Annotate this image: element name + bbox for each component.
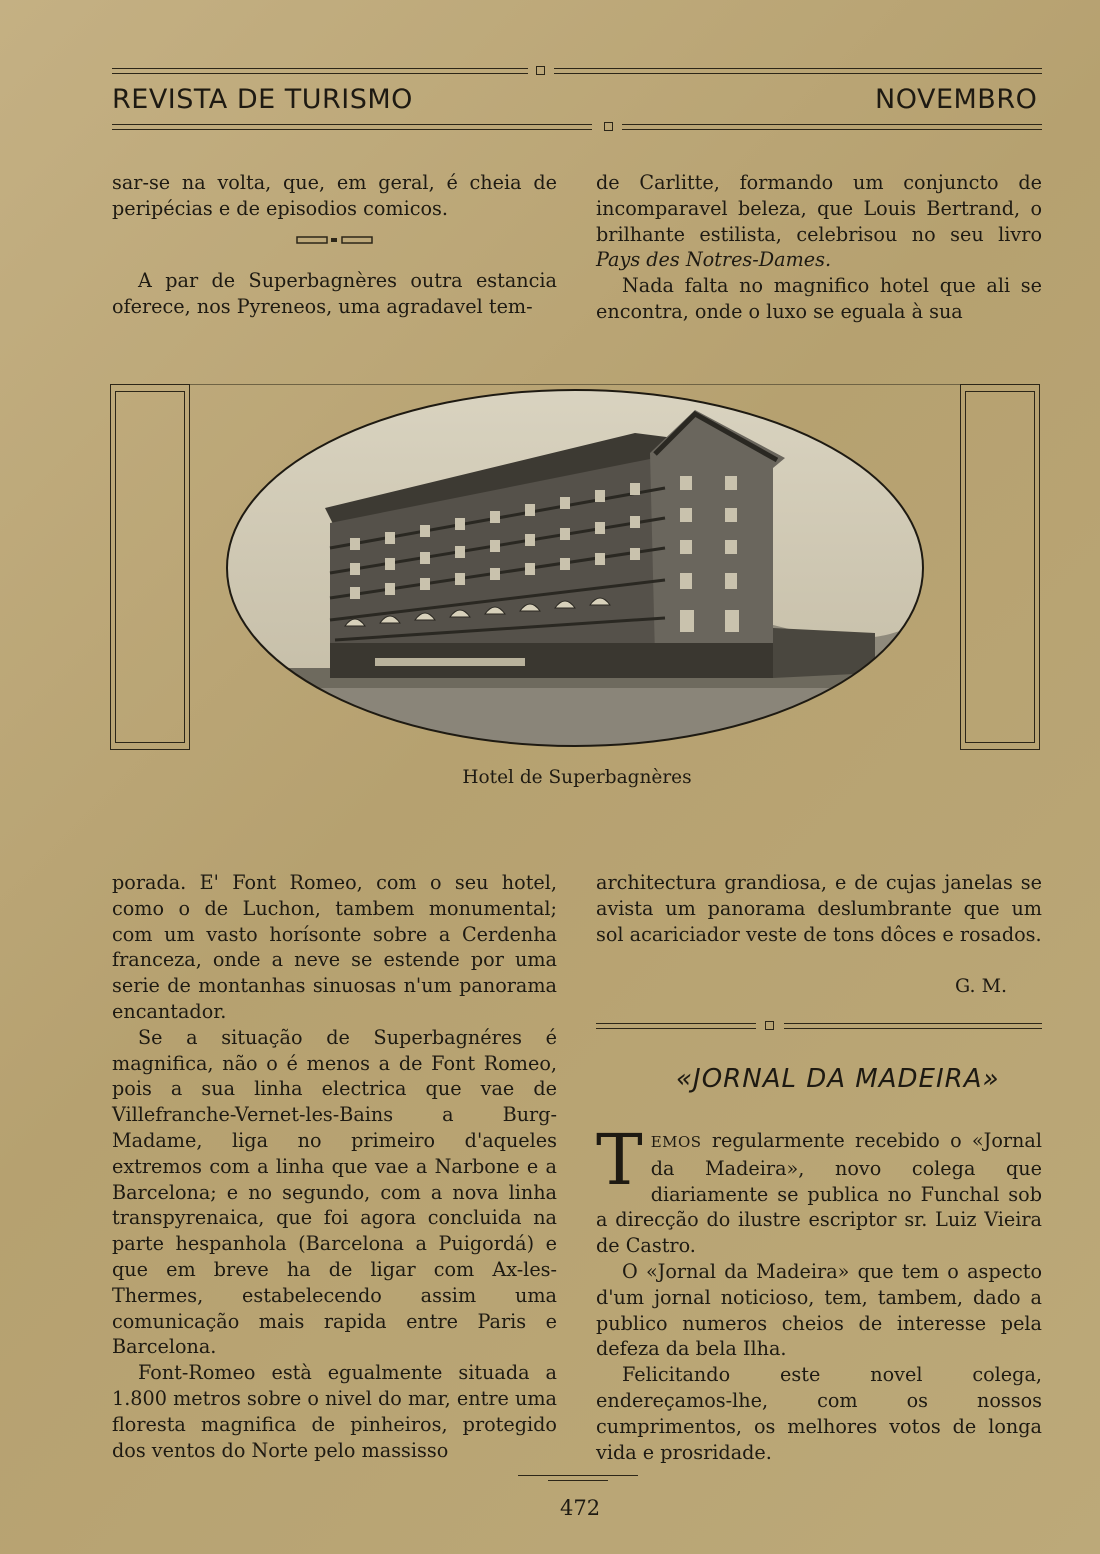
issue-month: NOVEMBRO <box>875 84 1038 115</box>
paragraph-text: regularmente recebido o «Jornal da Madeira», novo colega que diariamente se publica no Funchal sob a direcção do ilustre escriptor sr. Luiz Vieira de Castro. <box>596 1129 1042 1258</box>
paragraph: porada. E' Font Romeo, com o seu hotel, como o de Luchon, tambem monumental; com um vasto horísonte sobre a Cerdenha franceza, onde a neve se estende por uma serie de montanhas sinuosas n'um panorama encantador. <box>112 871 557 1023</box>
section-square-ornament-icon <box>765 1021 774 1030</box>
header-rule-top-right-2 <box>554 73 1042 74</box>
footer-rule <box>518 1475 638 1476</box>
header-rule-bottom-left-2 <box>112 129 592 130</box>
paragraph: A par de Superbagnères outra estancia oferece, nos Pyreneos, uma agradavel tem- <box>112 269 557 318</box>
bottom-left-column <box>112 870 557 1463</box>
photo-caption: Hotel de Superbagnères <box>462 767 692 788</box>
right-decorative-frame <box>960 384 1040 750</box>
header-square-ornament-2 <box>604 122 613 131</box>
paragraph-text: de Carlitte, formando um conjuncto de incomparavel beleza, que Louis Bertrand, o brilhante estilista, celebrisou no seu livro <box>596 171 1042 246</box>
section-rule-right <box>784 1023 1042 1024</box>
left-decorative-frame <box>110 384 190 750</box>
drop-cap: T <box>596 1119 643 1201</box>
paragraph <box>596 1119 1042 1259</box>
section-rule-right-2 <box>784 1028 1042 1029</box>
article-headline: «JORNAL DA MADEIRA» <box>676 1064 1000 1094</box>
paragraph <box>596 170 1042 273</box>
magazine-title: REVISTA DE TURISMO <box>112 84 413 115</box>
page-number: 472 <box>560 1496 601 1520</box>
header-rule-bottom-right-2 <box>622 129 1042 130</box>
paragraph: sar-se na volta, que, em geral, é cheia de peripécias e de episodios comicos. <box>112 171 557 220</box>
paragraph: Felicitando este novel colega, endereçamos-lhe, com os nossos cumprimentos, os melhores votos de longa vida e prosridade. <box>596 1363 1042 1464</box>
header-square-ornament <box>536 66 545 75</box>
small-caps-lead: EMOS <box>650 1133 702 1151</box>
top-left-column <box>112 170 557 222</box>
paragraph: O «Jornal da Madeira» que tem o aspecto d'um jornal noticioso, tem, tambem, dado a publico numeros cheios de interesse pela defeza da bela Ilha. <box>596 1259 1042 1361</box>
book-title: Pays des Notres-Dames. <box>596 248 832 272</box>
section-rule-left-2 <box>596 1028 756 1029</box>
section-rule-left <box>596 1023 756 1024</box>
top-right-column <box>596 170 1042 325</box>
hotel-photo-icon <box>225 388 925 748</box>
photo-frame-top <box>190 384 960 385</box>
top-left-column-2 <box>112 268 557 320</box>
paragraph: Se a situação de Superbagnéres é magnifica, não o é menos a de Font Romeo, pois a sua linha electrica que vae de Villefranche-Vernet-les-Bains a Burg-Madame, liga no primeiro d'aqueles extremos com a linha que vae a Narbone e a Barcelona; e no segundo, com a nova linha transpyrenaica, que foi agora concluida na parte hespanhola (Barcelona a Puigordá) e que em breve ha de ligar com Ax-les-Thermes, estabelecendo assim uma comunicação mais rapida entre Paris e Barcelona. <box>112 1025 557 1359</box>
header-rule-bottom-left <box>112 124 592 125</box>
article-body <box>596 1119 1042 1465</box>
paragraph: Font-Romeo està egualmente situada a 1.800 metros sobre o nivel do mar, entre uma floresta magnifica de pinheiros, protegido dos ventos do Norte pelo massisso <box>112 1361 557 1462</box>
header-rule-bottom-right <box>622 124 1042 125</box>
footer-rule-2 <box>548 1480 608 1481</box>
author-signature: G. M. <box>955 975 1008 997</box>
section-divider-ornament-icon <box>296 235 374 245</box>
bottom-right-column <box>596 870 1042 947</box>
header-rule-top-right <box>554 68 1042 69</box>
header-rule-top-left <box>112 68 528 69</box>
header-rule-top-left-2 <box>112 73 528 74</box>
paragraph: architectura grandiosa, e de cujas janelas se avista um panorama deslumbrante que um sol acariciador veste de tons dôces e rosados. <box>596 871 1042 946</box>
paragraph: Nada falta no magnifico hotel que ali se encontra, onde o luxo se eguala à sua <box>596 274 1042 323</box>
